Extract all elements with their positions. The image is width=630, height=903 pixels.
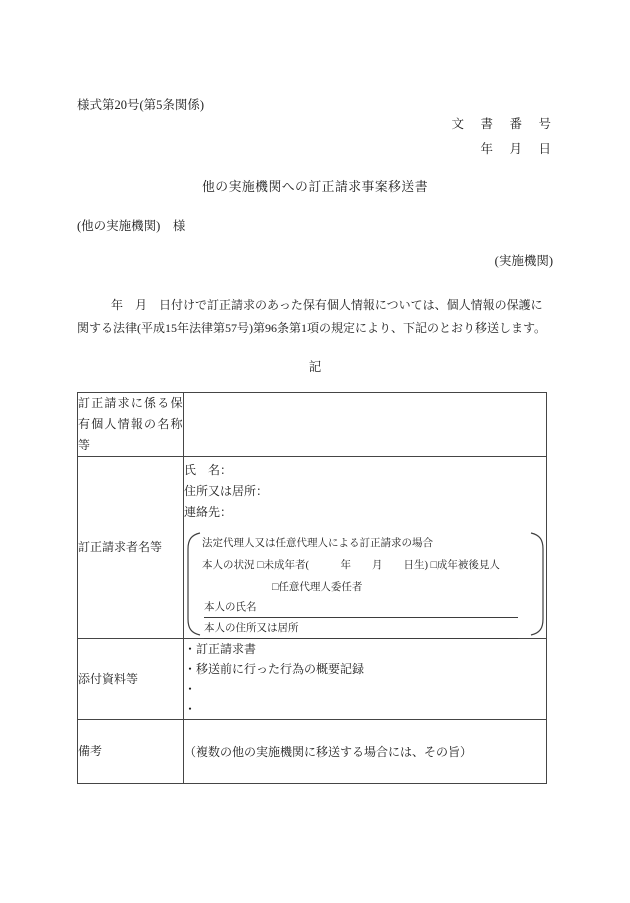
row-label-requester [78,457,184,639]
requester-cell [184,457,547,639]
proxy-section [187,532,544,636]
issuer-label: (実施機関) [494,254,553,268]
request-transfer-table [77,392,547,784]
principal-address-field: 本人の住所又は居所 [204,620,518,639]
row-label-text: 訂正請求者名等 [78,540,163,554]
body-line: 年 月 日付けで訂正請求のあった保有個人情報については、個人情報の保護に [111,298,543,312]
body-paragraph [77,294,557,339]
addressee: (他の実施機関) 様 [77,219,186,233]
principal-name-field: 本人の氏名 [204,599,518,618]
row-label-text: 備考 [78,744,103,758]
attachment-item: ・移送前に行った行為の概要記録 [184,662,365,676]
row-label-text: 訂正請求に係る保有個人情報の名称等 [78,396,183,452]
table-row-remarks [78,720,547,784]
left-paren-decoration [187,532,201,636]
form-number: 様式第20号(第5条関係) [77,98,205,112]
remarks-note: （複数の他の実施機関に移送する場合には、その旨） [184,744,473,759]
information-name-cell [184,393,547,457]
row-label-text: 添付資料等 [78,671,139,686]
record-mark: 記 [308,360,322,374]
date-label: 年 月 日 [480,142,553,156]
row-label-attachments [78,639,184,720]
attachments-cell [184,639,547,720]
attachment-item: ・訂正請求書 [184,642,257,656]
checkbox-adult-ward: □成年被後見人 [430,559,500,571]
requester-address-label: 住所又は居所： [184,483,269,498]
checkbox-voluntary: □任意代理人委任者 [272,581,363,593]
attachment-item: ・ [184,682,197,696]
requester-contact-label: 連絡先： [184,504,233,519]
row-label-remarks [78,720,184,784]
remarks-cell [184,720,547,784]
right-paren-decoration [530,532,544,636]
document-number-label: 文 書 番 号 [451,117,553,131]
table-row-attachments [78,639,547,720]
body-line: 関する法律(平成15年法律第57号)第96条第1項の規定により、下記のとおり移送します。 [77,320,547,335]
proxy-heading: 法定代理人又は任意代理人による訂正請求の場合 [202,537,433,549]
row-label-information-name [78,393,184,457]
page-title: 他の実施機関への訂正請求事案移送書 [201,180,429,194]
attachment-item: ・ [184,702,197,716]
table-row-information-name [78,393,547,457]
checkbox-minor: □未成年者( 年 月 日生) [257,559,428,571]
requester-name-label: 氏 名： [184,462,233,477]
table-row-requester [78,457,547,639]
document-number-block [451,112,553,162]
principal-status-label: 本人の状況 [202,559,255,571]
principal-status-line [202,555,524,577]
